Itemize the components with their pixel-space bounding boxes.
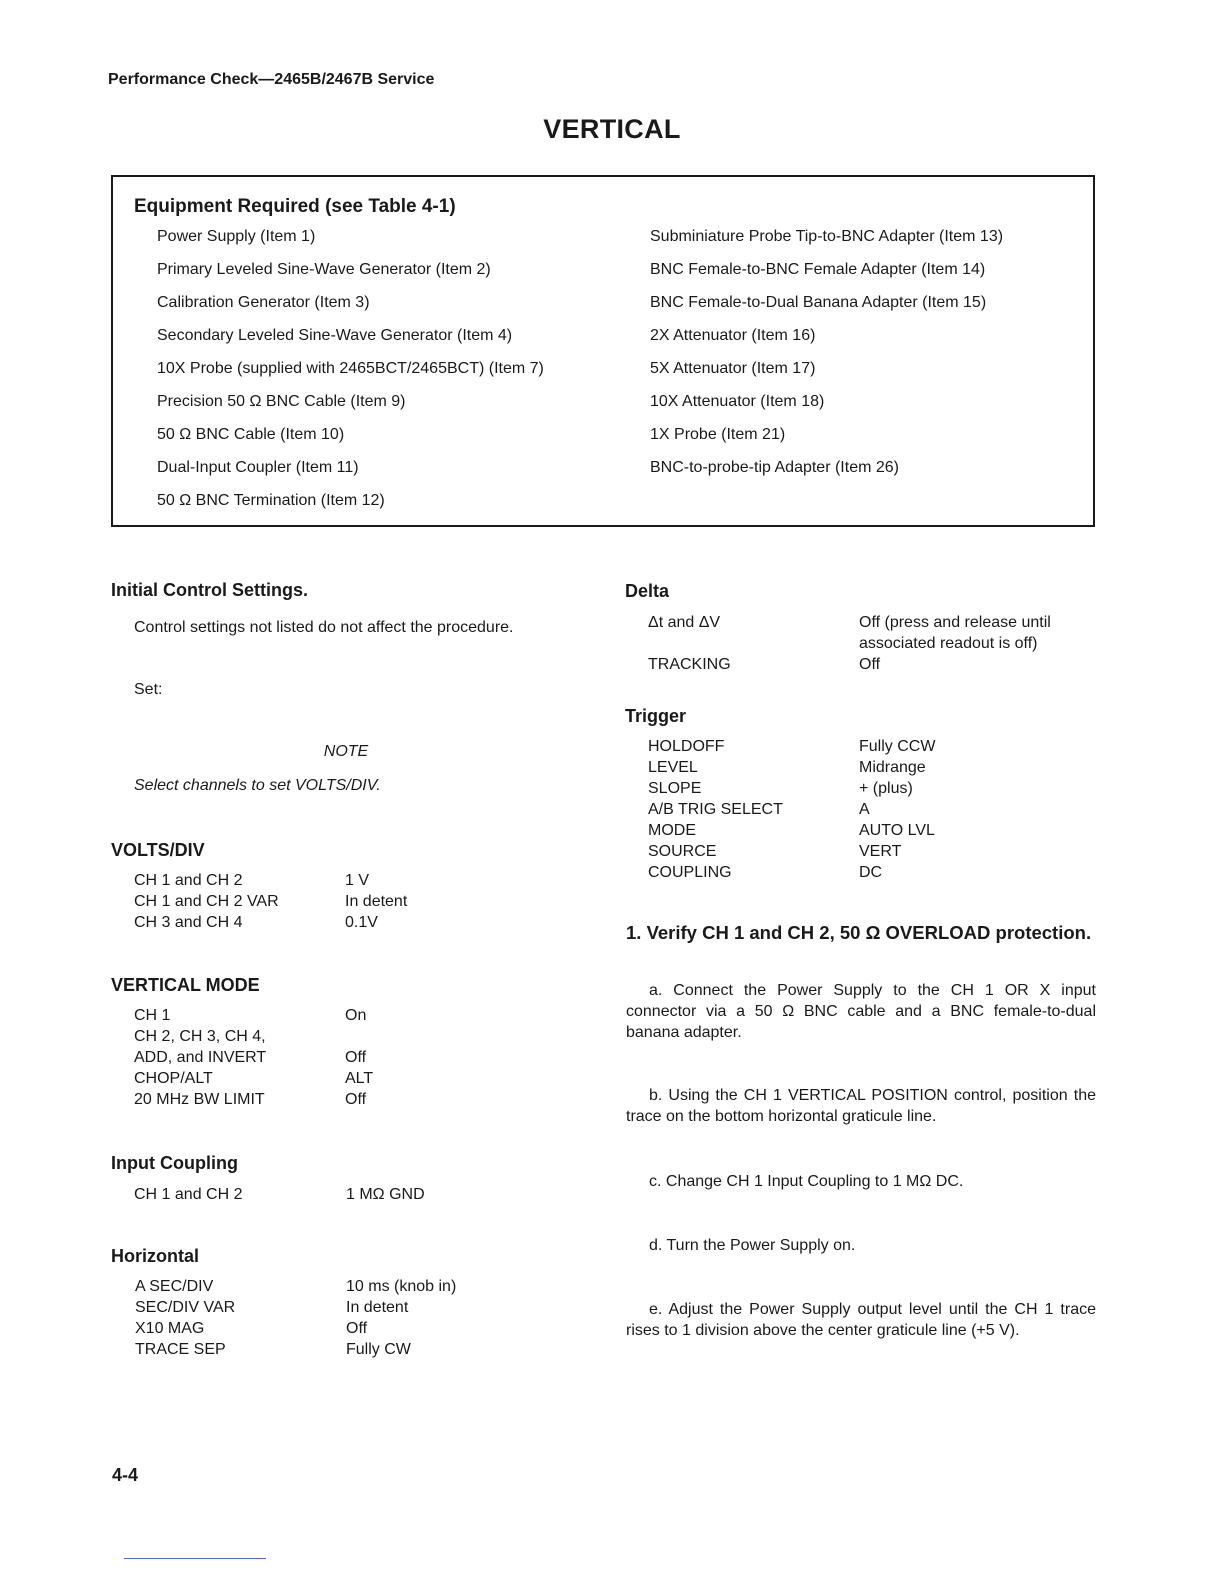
setting-row — [134, 1184, 425, 1205]
equipment-item: Power Supply (Item 1) — [157, 228, 316, 245]
setting-label: SLOPE — [648, 780, 702, 797]
setting-label: A SEC/DIV — [135, 1278, 214, 1295]
note-text: Select channels to set VOLTS/DIV. — [134, 777, 381, 794]
equipment-item: BNC-to-probe-tip Adapter (Item 26) — [650, 459, 899, 476]
setting-row — [648, 633, 1051, 654]
setting-row — [134, 891, 407, 912]
setting-value: Off — [345, 1049, 367, 1066]
setting-value: In detent — [346, 1299, 409, 1316]
setting-value: + (plus) — [859, 780, 913, 797]
setting-label: ADD, and INVERT — [134, 1049, 267, 1066]
equipment-item: Calibration Generator (Item 3) — [157, 294, 370, 311]
initial-settings-heading: Initial Control Settings. — [111, 580, 308, 600]
setting-row — [134, 1068, 373, 1089]
setting-label: COUPLING — [648, 864, 732, 881]
setting-value: 1 V — [345, 872, 370, 889]
step-1d: d. Turn the Power Supply on. — [649, 1237, 856, 1254]
setting-row — [135, 1297, 456, 1318]
setting-label: SEC/DIV VAR — [135, 1299, 236, 1316]
setting-value: Off — [346, 1320, 368, 1337]
setting-value: 10 ms (knob in) — [346, 1278, 457, 1295]
setting-row — [648, 612, 1051, 633]
setting-value: 0.1V — [345, 914, 378, 931]
step-1e: e. Adjust the Power Supply output level until the CH 1 trace rises to 1 division above the center graticule line (+5 V). — [626, 1301, 1096, 1339]
setting-value: Midrange — [859, 759, 926, 776]
setting-value: Fully CW — [346, 1341, 411, 1358]
setting-value: ALT — [345, 1070, 374, 1087]
equipment-item: 2X Attenuator (Item 16) — [650, 327, 816, 344]
setting-row — [648, 841, 935, 862]
setting-row — [648, 820, 935, 841]
setting-value: VERT — [859, 843, 902, 860]
setting-value: AUTO LVL — [859, 822, 935, 839]
equipment-item: Dual-Input Coupler (Item 11) — [157, 459, 359, 476]
trigger-settings — [648, 736, 935, 883]
vertical-mode-settings — [134, 1005, 373, 1110]
equipment-item: BNC Female-to-Dual Banana Adapter (Item 15) — [650, 294, 987, 311]
setting-value: Off (press and release until — [859, 614, 1051, 631]
equipment-item: 10X Attenuator (Item 18) — [650, 393, 825, 410]
equipment-item: Primary Leveled Sine-Wave Generator (Item 2) — [157, 261, 491, 278]
setting-label: MODE — [648, 822, 696, 839]
setting-label: HOLDOFF — [648, 738, 725, 755]
setting-value: Fully CCW — [859, 738, 936, 755]
set-label: Set: — [134, 681, 163, 698]
setting-row — [135, 1318, 456, 1339]
equipment-list-left — [157, 226, 544, 523]
setting-row — [134, 1089, 373, 1110]
setting-label — [648, 633, 859, 654]
setting-row — [134, 870, 407, 891]
running-header: Performance Check—2465B/2467B Service — [108, 71, 435, 88]
equipment-item: Subminiature Probe Tip-to-BNC Adapter (Item 13) — [650, 228, 1004, 245]
setting-label: A/B TRIG SELECT — [648, 801, 783, 818]
setting-value: associated readout is off) — [859, 635, 1038, 652]
equipment-required-box — [111, 175, 1095, 527]
setting-label: TRACE SEP — [135, 1341, 226, 1358]
setting-row — [134, 1047, 373, 1068]
setting-row — [134, 1005, 373, 1026]
delta-settings — [648, 612, 1051, 675]
setting-row — [648, 862, 935, 883]
setting-value: In detent — [345, 893, 408, 910]
delta-heading: Delta — [625, 581, 670, 601]
setting-value: Off — [345, 1091, 367, 1108]
setting-label: SOURCE — [648, 843, 717, 860]
volts-div-heading: VOLTS/DIV — [111, 840, 205, 860]
note-heading: NOTE — [323, 743, 369, 760]
setting-label: CH 1 and CH 2 VAR — [134, 893, 279, 910]
setting-row — [648, 778, 935, 799]
setting-row — [134, 912, 407, 933]
setting-label: 20 MHz BW LIMIT — [134, 1091, 265, 1108]
setting-label: CH 1 and CH 2 — [134, 872, 243, 889]
setting-label: CH 3 and CH 4 — [134, 914, 243, 931]
equipment-item: 50 Ω BNC Termination (Item 12) — [157, 492, 385, 509]
equipment-list-right — [650, 226, 1003, 490]
setting-row — [648, 736, 935, 757]
equipment-item: 50 Ω BNC Cable (Item 10) — [157, 426, 345, 443]
page-number: 4-4 — [112, 1465, 139, 1485]
setting-label: X10 MAG — [135, 1320, 205, 1337]
setting-label: CHOP/ALT — [134, 1070, 213, 1087]
initial-settings-intro: Control settings not listed do not affect the procedure. — [134, 619, 514, 636]
equipment-item: Precision 50 Ω BNC Cable (Item 9) — [157, 393, 406, 410]
setting-row — [135, 1276, 456, 1297]
setting-row — [648, 654, 1051, 675]
equipment-heading: Equipment Required (see Table 4-1) — [134, 196, 456, 217]
setting-label: CH 1 and CH 2 — [134, 1186, 243, 1203]
vertical-mode-heading: VERTICAL MODE — [111, 975, 260, 995]
setting-label: LEVEL — [648, 759, 698, 776]
setting-value: Off — [859, 656, 881, 673]
setting-label: CH 2, CH 3, CH 4, — [134, 1028, 266, 1045]
step-1-title: 1. Verify CH 1 and CH 2, 50 Ω OVERLOAD protection. — [626, 922, 1092, 943]
setting-value: 1 MΩ GND — [346, 1186, 425, 1203]
step-1c: c. Change CH 1 Input Coupling to 1 MΩ DC. — [649, 1173, 964, 1190]
setting-value: On — [345, 1007, 367, 1024]
equipment-item: BNC Female-to-BNC Female Adapter (Item 14) — [650, 261, 986, 278]
equipment-item: 1X Probe (Item 21) — [650, 426, 786, 443]
setting-label: Δt and ΔV — [648, 614, 721, 631]
horizontal-settings — [135, 1276, 456, 1360]
setting-label: CH 1 — [134, 1007, 171, 1024]
equipment-item: 10X Probe (supplied with 2465BCT/2465BCT) (Item 7) — [157, 360, 544, 377]
input-coupling-heading: Input Coupling — [111, 1153, 238, 1173]
setting-row — [648, 757, 935, 778]
volts-div-settings — [134, 870, 407, 933]
setting-row — [648, 799, 935, 820]
setting-label: TRACKING — [648, 656, 731, 673]
footer-rule — [124, 1558, 266, 1559]
step-1b: b. Using the CH 1 VERTICAL POSITION control, position the trace on the bottom horizontal graticule line. — [626, 1087, 1096, 1125]
equipment-item: Secondary Leveled Sine-Wave Generator (Item 4) — [157, 327, 513, 344]
setting-value: DC — [859, 864, 883, 881]
trigger-heading: Trigger — [625, 706, 687, 726]
setting-row — [135, 1339, 456, 1360]
equipment-item: 5X Attenuator (Item 17) — [650, 360, 816, 377]
setting-row — [134, 1026, 373, 1047]
setting-value: A — [859, 801, 870, 818]
horizontal-heading: Horizontal — [111, 1246, 199, 1266]
input-coupling-settings — [134, 1184, 425, 1205]
section-title: VERTICAL — [543, 114, 681, 144]
step-1a: a. Connect the Power Supply to the CH 1 OR X input connector via a 50 Ω BNC cable and a BNC female-to-dual banana adapter. — [626, 982, 1096, 1041]
